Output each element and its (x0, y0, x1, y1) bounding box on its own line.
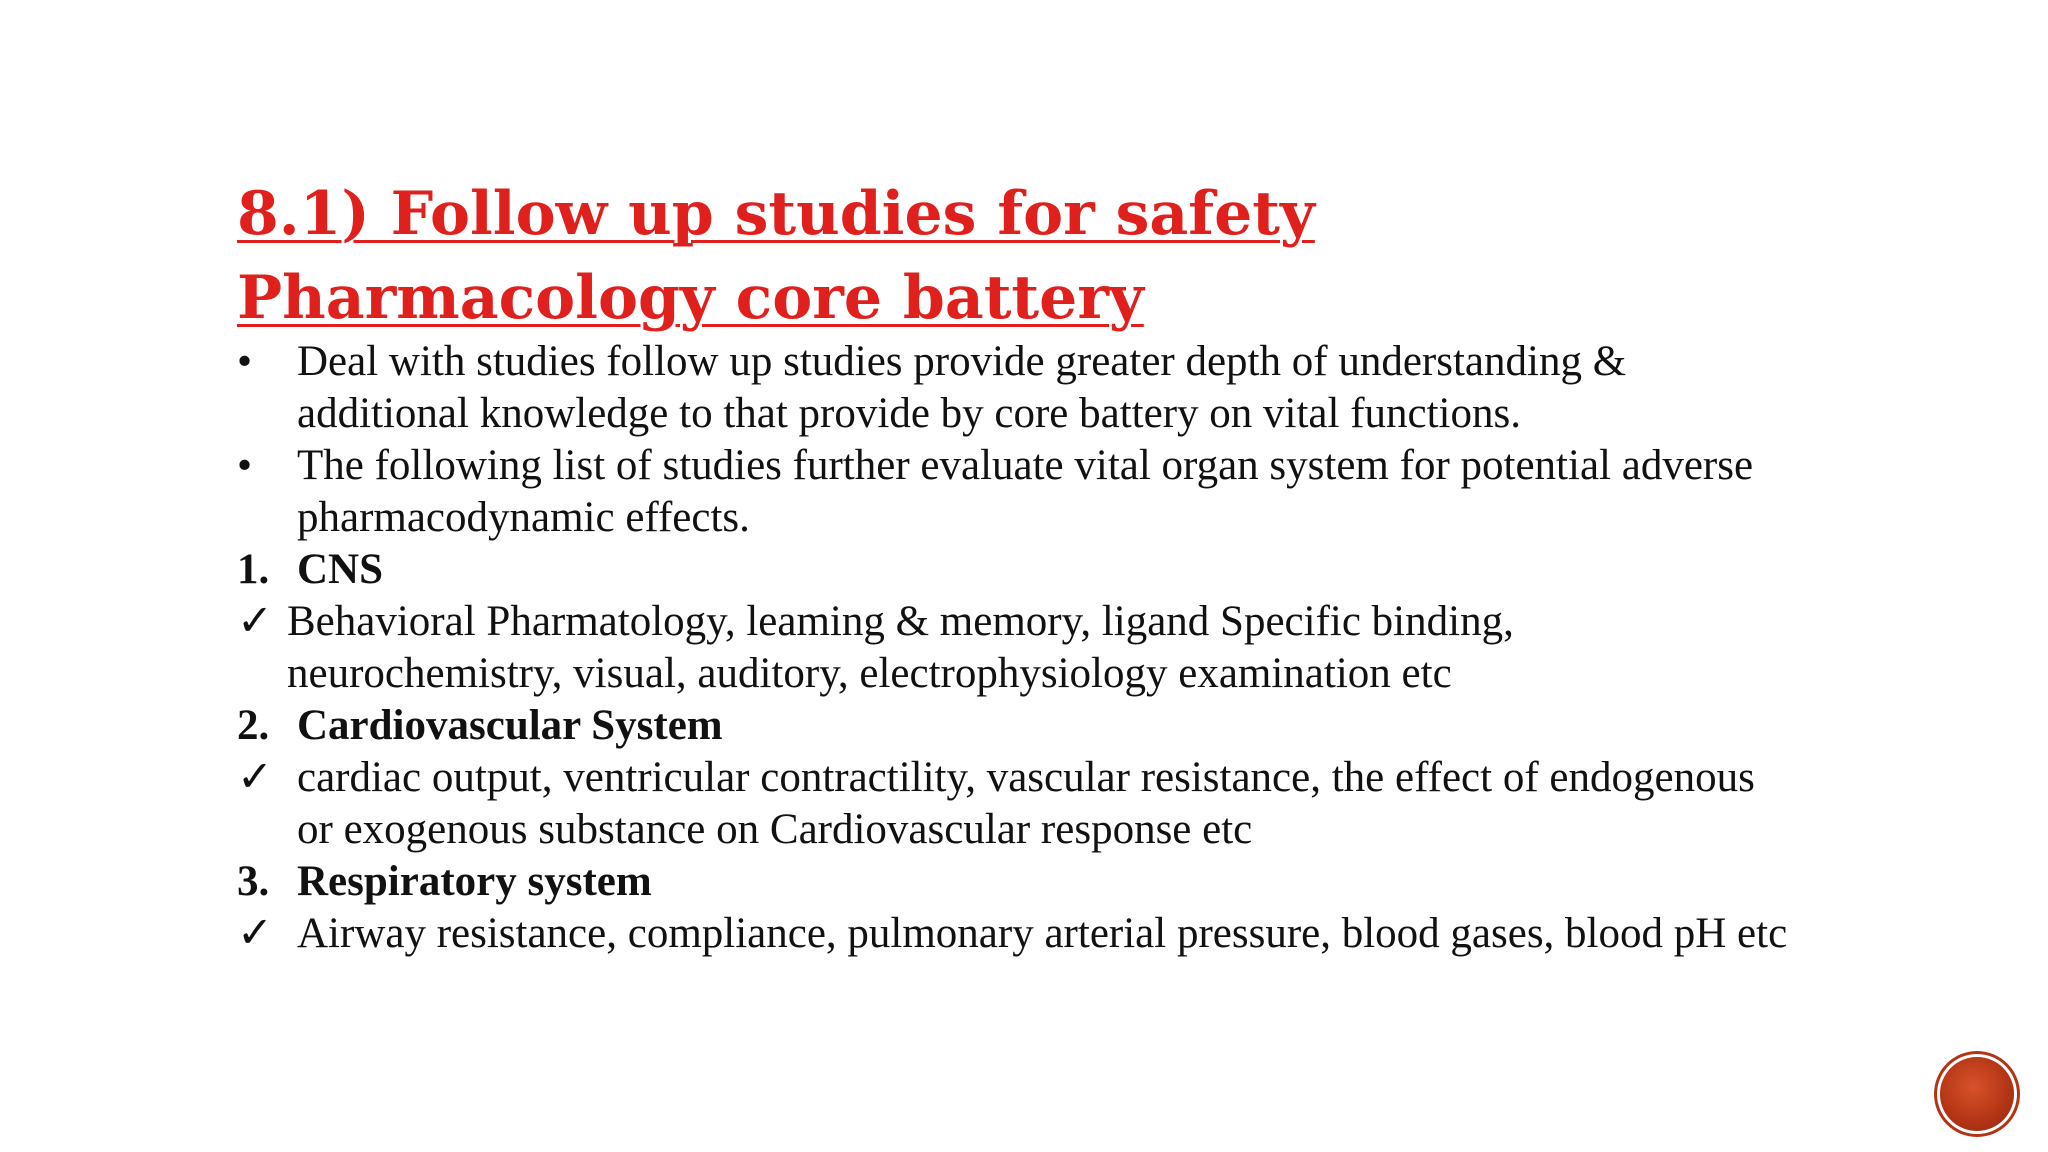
section-heading-text: Cardiovascular System (297, 702, 723, 749)
section-heading-text: Respiratory system (297, 858, 652, 905)
check-icon: ✓ (237, 598, 274, 645)
section-heading-cardiovascular (237, 700, 1797, 752)
bullet-text: Deal with studies follow up studies provide greater depth of understanding & additional knowledge to that provide by core battery on vital functions. (297, 338, 1627, 437)
slide-title: 8.1) Follow up studies for safety Pharmacology core battery (237, 179, 1315, 333)
bullet-marker: • (237, 338, 253, 385)
section-heading-cns (237, 544, 1797, 596)
section-detail (237, 752, 1797, 856)
section-detail-text: cardiac output, ventricular contractility, vascular resistance, the effect of endogenous or exogenous substance on Cardiovascular response etc (297, 754, 1755, 853)
section-number: 2. (237, 702, 270, 749)
bullet-marker: • (237, 442, 253, 489)
section-number: 3. (237, 858, 270, 905)
section-detail-text: Behavioral Pharmatology, leaming & memory, ligand Specific binding, neurochemistry, visual, auditory, electrophysiology examination etc (287, 598, 1514, 697)
check-icon: ✓ (237, 910, 274, 957)
section-detail-text: Airway resistance, compliance, pulmonary arterial pressure, blood gases, blood pH etc (297, 910, 1788, 957)
section-number: 1. (237, 546, 270, 593)
slide-body (237, 336, 1797, 960)
section-heading-respiratory (237, 856, 1797, 908)
section-detail (237, 596, 1797, 700)
section-detail (237, 908, 1797, 960)
section-heading-text: CNS (297, 546, 384, 593)
slide-nav-circle-icon[interactable] (1940, 1057, 2014, 1131)
bullet-item (237, 440, 1797, 544)
bullet-text: The following list of studies further evaluate vital organ system for potential adverse pharmacodynamic effects. (297, 442, 1754, 541)
bullet-item (237, 336, 1797, 440)
check-icon: ✓ (237, 754, 274, 801)
